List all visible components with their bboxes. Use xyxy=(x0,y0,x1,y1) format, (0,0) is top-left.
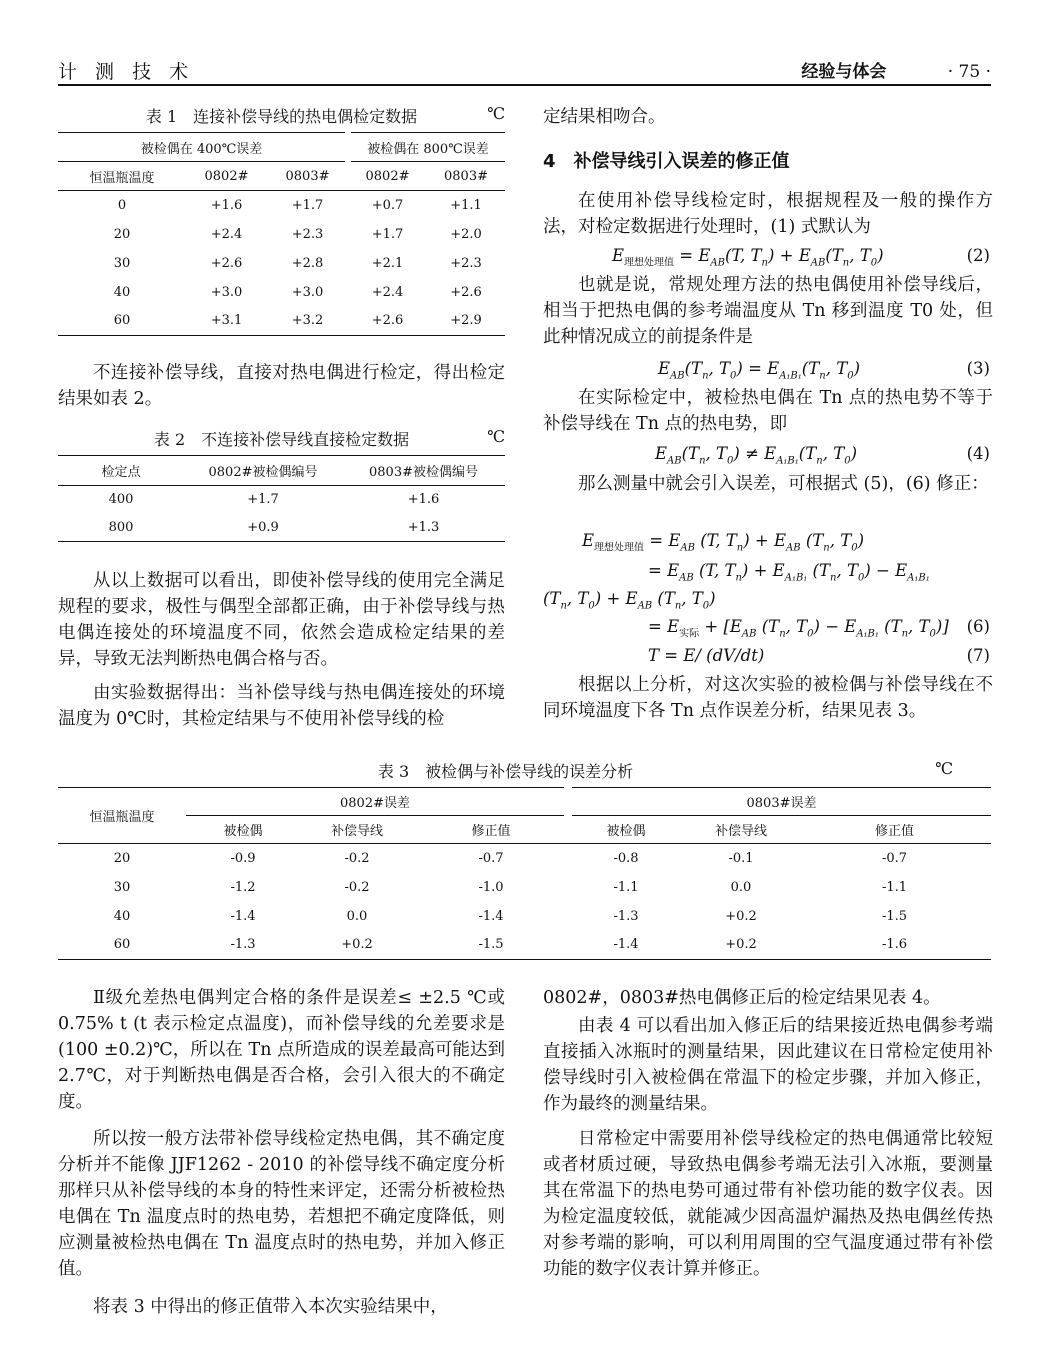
cell: -1.1 xyxy=(881,879,908,895)
cell: +3.1 xyxy=(210,313,243,329)
cell: +3.0 xyxy=(210,284,243,300)
paragraph: 在使用补偿导线检定时，根据规程及一般的操作方法，对检定数据进行处理时，(1) 式默认为 xyxy=(543,191,993,237)
equation-number: (6) xyxy=(966,617,990,636)
section-heading: 4 补偿导线引入误差的修正值 xyxy=(543,151,790,172)
cell: -1.5 xyxy=(478,937,504,953)
equation-3: $E_{AB}(T_n$, $T_0) = E_{A_1B_1}(T_n$, $T_0$) (3) xyxy=(658,356,990,389)
cell: -1.2 xyxy=(230,879,256,895)
cell: -1.1 xyxy=(613,879,639,895)
cell: +2.9 xyxy=(450,313,482,329)
cell: 40 xyxy=(113,284,131,300)
cell: -0.8 xyxy=(613,850,639,866)
cell: +0.2 xyxy=(341,937,373,953)
cell: 30 xyxy=(113,255,131,271)
table3-sub-header: 补偿导线 xyxy=(714,824,767,839)
cell: 400 xyxy=(108,492,134,508)
cell: +1.6 xyxy=(407,492,440,508)
table2-header: 0802#被检偶编号 xyxy=(208,465,318,480)
equation-number: (4) xyxy=(966,444,990,463)
journal-name: 计 测 技 术 xyxy=(58,61,195,83)
cell: 0.0 xyxy=(346,908,368,924)
table1 xyxy=(58,132,505,336)
table3-caption: 表 3 被检偶与补偿导线的误差分析 xyxy=(377,762,634,781)
table2-header: 检定点 xyxy=(101,465,141,480)
cell: +2.3 xyxy=(450,255,482,271)
cell: -0.1 xyxy=(728,850,754,866)
cell: +0.7 xyxy=(371,197,404,213)
cell: +1.3 xyxy=(407,519,440,535)
table3-group1: 0802#误差 xyxy=(186,788,568,816)
equation-5-line2: = $E_{AB}$ (T, $T_n) + E_{A_1B_1}$ ($T_n$, $T_0) - E_{A_1B_1}$ xyxy=(648,561,930,584)
table3-sub-header: 被检偶 xyxy=(606,824,646,839)
cell: +1.6 xyxy=(210,197,243,213)
table3-unit: ℃ xyxy=(935,759,953,778)
table3-row-header: 恒温瓶温度 xyxy=(58,788,186,844)
cell: +1.7 xyxy=(247,492,279,508)
table1-caption: 表 1 连接补偿导线的热电偶检定数据 xyxy=(145,107,418,126)
cell: -0.2 xyxy=(344,879,370,895)
cell: +2.6 xyxy=(450,284,482,300)
cell: -0.7 xyxy=(881,850,908,866)
table3-sub-header: 修正值 xyxy=(471,824,511,839)
cell: 0 xyxy=(117,197,127,213)
cell: 0.0 xyxy=(730,879,752,895)
cell: -1.4 xyxy=(613,937,639,953)
equation-6: = $E_{实际} + [E_{AB}$ ($T_n$, $T_0) - E_{A_1B_1}$ ($T_n$, $T_0$)] (6) xyxy=(648,614,990,647)
cell: -0.2 xyxy=(344,850,370,866)
cell: +1.1 xyxy=(450,197,482,213)
table2 xyxy=(58,455,505,542)
cell: 20 xyxy=(113,850,131,866)
table3-sub-header: 修正值 xyxy=(874,824,914,839)
cell: +0.2 xyxy=(725,937,757,953)
paragraph: 也就是说，常规处理方法的热电偶使用补偿导线后，相当于把热电偶的参考端温度从 Tn 移到温度 T0 处，但此种情况成立的前提条件是 xyxy=(543,275,993,347)
cell: +2.6 xyxy=(210,255,243,271)
table2-caption-row xyxy=(58,427,505,450)
table-row xyxy=(58,486,505,514)
table1-row-header: 恒温瓶温度 xyxy=(89,170,155,186)
cell: 60 xyxy=(113,937,131,953)
table1-col-0802-a: 0802# xyxy=(204,168,249,184)
equation-number: (7) xyxy=(966,646,990,665)
cell: -1.6 xyxy=(881,937,908,953)
cell: +2.1 xyxy=(371,255,404,271)
paragraph: 由表 4 可以看出加入修正后的结果接近热电偶参考端直接插入冰瓶时的测量结果，因此建议在日常检定使用补偿导线时引入被检偶在常温下的检定步骤，并加入修正，作为最终的测量结果。 xyxy=(543,1016,993,1114)
cell: 40 xyxy=(113,908,131,924)
cell: 60 xyxy=(113,313,131,329)
cell: +2.0 xyxy=(450,226,482,242)
cell: +3.0 xyxy=(291,284,324,300)
cell: +1.7 xyxy=(291,197,324,213)
paragraph: 不连接补偿导线，直接对热电偶进行检定，得出检定结果如表 2。 xyxy=(58,363,505,409)
cell: +3.2 xyxy=(291,313,324,329)
cell: +2.6 xyxy=(371,313,404,329)
paragraph: Ⅱ级允差热电偶判定合格的条件是误差≤ ±2.5 ℃或 0.75% t (t 表示检定点温度)，而补偿导线的允差要求是 (100 ±0.2)℃，所以在 Tn 点所造成的误差最高可能达到 2.7℃，对于判断热电偶是否合格，会引入很大的不确定度。 xyxy=(58,988,505,1112)
paragraph: 日常检定中需要用补偿导线检定的热电偶通常比较短或者材质过硬，导致热电偶参考端无法引入冰瓶，要测量其在常温下的热电势可通过带有补偿功能的数字仪表。因为检定温度较低，就能减少因高温炉漏热及热电偶丝传热对参考端的影响，可以利用周围的空气温度通过带有补偿功能的数字仪表计算并修正。 xyxy=(543,1129,993,1279)
paragraph: 根据以上分析，对这次实验的被检偶与补偿导线在不同环境温度下各 Tn 点作误差分析，结果见表 3。 xyxy=(543,675,993,721)
equation-number: (2) xyxy=(966,246,990,265)
paragraph: 所以按一般方法带补偿导线检定热电偶，其不确定度分析并不能像 JJF1262 - 2010 的补偿导线不确定度分析那样只从补偿导线的本身的特性来评定，还需分析被检热电偶在 Tn 温度点时的热电势，若想把不确定度降低，则应测量被检热电偶在 Tn 温度点时的热电势，并加入修正值。 xyxy=(58,1129,505,1279)
table-row xyxy=(58,249,505,278)
table3-sub-header: 被检偶 xyxy=(223,824,263,839)
table3-sub-header: 补偿导线 xyxy=(330,824,383,839)
cell: +2.3 xyxy=(291,226,324,242)
table-row xyxy=(58,514,505,542)
cell: -1.0 xyxy=(478,879,504,895)
table-row xyxy=(58,873,991,902)
paragraph: 由实验数据得出：当补偿导线与热电偶连接处的环境温度为 0℃时，其检定结果与不使用补偿导线的检 xyxy=(58,683,505,729)
table1-group1: 被检偶在 400℃误差 xyxy=(58,133,348,162)
equation-7: T = E/ (dV/dt) (7) xyxy=(648,643,990,669)
cell: 20 xyxy=(113,226,131,242)
table3-group2: 0803#误差 xyxy=(568,788,991,816)
table-row xyxy=(58,844,991,873)
paragraph: 在实际检定中，被检热电偶在 Tn 点的热电势不等于补偿导线在 Tn 点的热电势，即 xyxy=(543,388,993,434)
table-row xyxy=(58,191,505,220)
table3 xyxy=(58,787,991,960)
cell: 800 xyxy=(108,519,134,535)
paragraph: 将表 3 中得出的修正值带入本次实验结果中， xyxy=(93,1297,448,1317)
table-row xyxy=(58,220,505,249)
table-row xyxy=(58,931,991,960)
cell: +0.2 xyxy=(725,908,757,924)
equation-number: (3) xyxy=(966,359,990,378)
table-row xyxy=(58,278,505,307)
header-rule xyxy=(58,84,991,86)
cell: -0.9 xyxy=(230,850,256,866)
equation-5-line3: ($T_n$, $T_0) + E_{AB}$ ($T_n$, $T_0$) xyxy=(543,589,716,612)
cell: +1.7 xyxy=(371,226,404,242)
cell: -0.7 xyxy=(478,850,504,866)
cell: 30 xyxy=(113,879,131,895)
equation-2: $E_{理想处理值} = E_{AB}(T$, $T_n) + E_{AB}(T_n$, $T_0$) (2) xyxy=(612,243,990,276)
running-header xyxy=(801,57,991,82)
cell: -1.4 xyxy=(478,908,504,924)
table1-col-0802-b: 0802# xyxy=(365,168,410,184)
table2-caption: 表 2 不连接补偿导线直接检定数据 xyxy=(153,430,410,449)
paragraph: 那么测量中就会引入误差，可根据式 (5)，(6) 修正： xyxy=(578,474,989,494)
equation-4: $E_{AB}(T_n$, $T_0) \ne E_{A_1B_1}(T_n$, $T_0$) (4) xyxy=(655,441,990,474)
cell: +2.4 xyxy=(210,226,243,242)
table2-header: 0803#被检偶编号 xyxy=(369,465,478,480)
paragraph: 0802#，0803#热电偶修正后的检定结果见表 4。 xyxy=(543,988,941,1008)
table3-caption-row xyxy=(58,759,953,782)
cell: -1.5 xyxy=(881,908,908,924)
cell: +2.8 xyxy=(291,255,324,271)
paragraph: 定结果相吻合。 xyxy=(543,107,666,127)
table1-col-0803-b: 0803# xyxy=(444,168,488,184)
page-number: · 75 · xyxy=(947,62,991,82)
table-row xyxy=(58,902,991,931)
table1-caption-row xyxy=(58,104,505,127)
table-row xyxy=(58,307,505,336)
cell: +2.4 xyxy=(371,284,404,300)
table1-unit: ℃ xyxy=(487,104,505,123)
table1-group2: 被检偶在 800℃误差 xyxy=(348,133,505,162)
cell: -1.4 xyxy=(230,908,256,924)
table1-col-0803-a: 0803# xyxy=(285,168,330,184)
cell: -1.3 xyxy=(613,908,639,924)
cell: -1.3 xyxy=(230,937,256,953)
section-name: 经验与体会 xyxy=(801,62,887,82)
cell: +0.9 xyxy=(247,519,279,535)
paragraph: 从以上数据可以看出，即使补偿导线的使用完全满足规程的要求，极性与偶型全部都正确，由于补偿导线与热电偶连接处的环境温度不同，依然会造成检定结果的差异，导致无法判断热电偶合格与否。 xyxy=(58,571,505,669)
table2-unit: ℃ xyxy=(487,427,505,446)
equation-5-line1: $E_{理想处理值} = E_{AB}$ (T, $T_n) + E_{AB}$ ($T_n$, $T_0$) xyxy=(582,531,865,554)
